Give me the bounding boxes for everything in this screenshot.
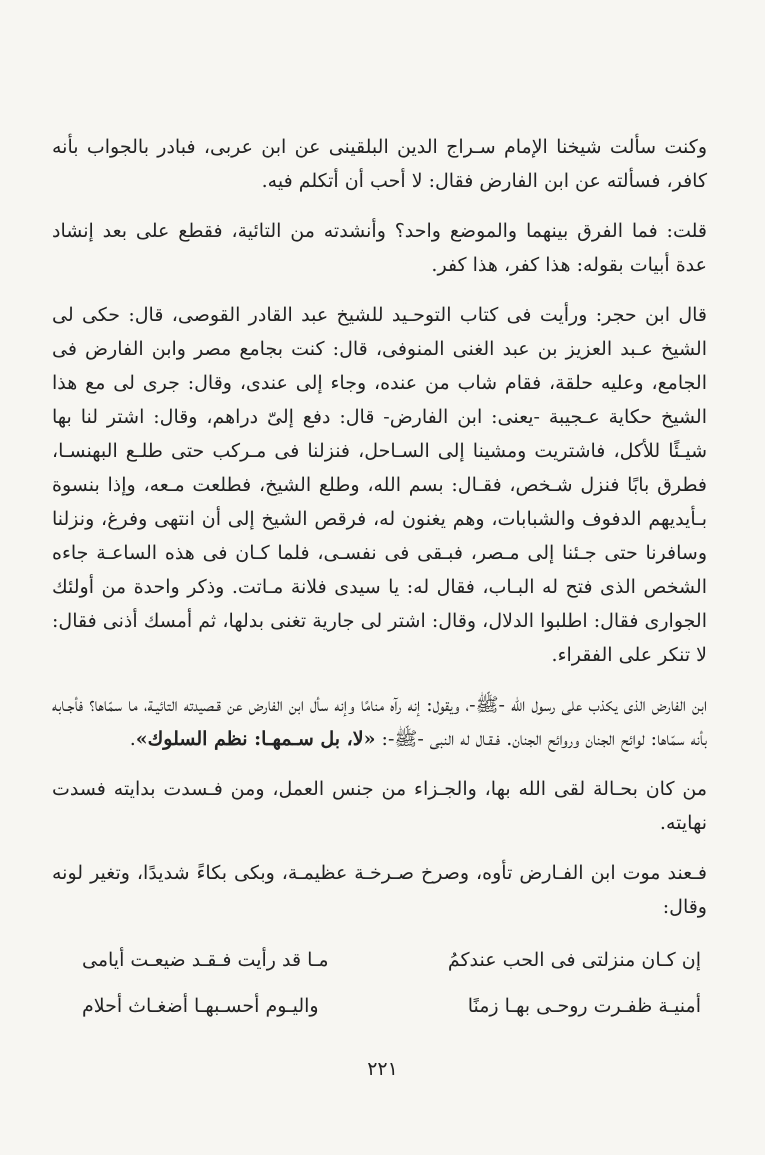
paragraph-2: قلت: فما الفرق بينهما والموضع واحد؟ وأنشدته من التائية، فقطع على بعد إنشاد عدة أبيات بقوله: هذا كفر، هذا كفر. bbox=[52, 220, 707, 276]
page-number: ٢٢١ bbox=[367, 1058, 398, 1080]
verse-1 bbox=[52, 940, 707, 980]
quote-tail: . bbox=[129, 728, 136, 750]
prophet-quote: «لا، بل سـمهـا: نظم السلوك» bbox=[135, 728, 376, 750]
paragraph-5: من كان بحـالة لقى الله بها، والجـزاء من جنس العمل، ومن فـسدت بدايته فسدت نهايته. bbox=[52, 778, 707, 834]
paragraph-1: وكنت سألت شيخنا الإمام سـراج الدين البلقينى عن ابن عربى، فبادر بالجواب بأنه كافر، فسألته عن ابن الفارض فقال: لا أحب أن أتكلم فيه. bbox=[52, 136, 707, 192]
paragraph-6: فـعند موت ابن الفـارض تأوه، وصرخ صـرخـة عظيمـة، وبكى بكاءً شديدًا، وتغير لونه وقال: bbox=[52, 862, 707, 918]
verse-2-right: أمنيـة ظفـرت روحـى بهـا زمنًا bbox=[467, 995, 701, 1017]
verse-2 bbox=[52, 986, 707, 1026]
paragraph-4-text: ابن الفارض الذى يكذب على رسول الله -ﷺ-، ويقول: إنه رآه منامًا وإنه سأل ابن الفارض عن قـصيدته التائيـة، ما سمّاها؟ فأجـابه بأنه سمّاها: لوائح الجنان وروائح الجنان. فـقـال له النبى -ﷺ-: bbox=[52, 694, 707, 750]
paragraph-3: قال ابن حجر: ورأيت فى كتاب التوحـيد للشيخ عبد القادر القوصى، قال: حكى لى الشيخ عـبد العزيز بن عبد الغنى المنوفى، قال: كنت بجامع مصر وابن الفارض فى الجامع، وعليه حلقة، فقام شاب من عنده، وجاء إلى عندى، وقال: جرى لى مع هذا الشيخ حكاية عـجيبة -يعنى: ابن الفارض- قال: دفع إلىّ دراهم، وقال: اشتر لنا بها شيـئًا للأكل، فاشتريت ومشينا إلى السـاحل، فنزلنا فى مـركب حتى طلـع البهنسـا، فطرق بابًا فنزل شـخص، فقـال: بسم الله، وطلع الشيخ، فطلعت مـعه، وإذا بنسوة بـأيديهم الدفوف والشبابات، وهم يغنون له، فرقص الشيخ إلى أن انتهى وفرغ، ونزلنا وسافرنا حتى جـئنا إلى مـصر، فبـقى فى نفسـى، فلما كـان فى هذه الساعـة جاءه الشخص الذى فتح له البـاب، فقال له: يا سيدى فلانة مـاتت. وذكر واحدة من أولئك الجوارى فقال: اطلبوا الدلال، وقال: اشتر لى جارية تغنى بدلها، ثم أمسك أذنى فقال: لا تنكر على الفقراء. bbox=[52, 304, 707, 666]
verse-2-left: واليـوم أحسـبهـا أضغـاث أحلام bbox=[82, 995, 319, 1017]
verse-1-left: مـا قد رأيت فـقـد ضيعـت أيامى bbox=[82, 949, 329, 971]
verse-1-right: إن كـان منزلتى فى الحب عندكمُ bbox=[447, 949, 701, 971]
paragraph-4 bbox=[52, 688, 707, 756]
